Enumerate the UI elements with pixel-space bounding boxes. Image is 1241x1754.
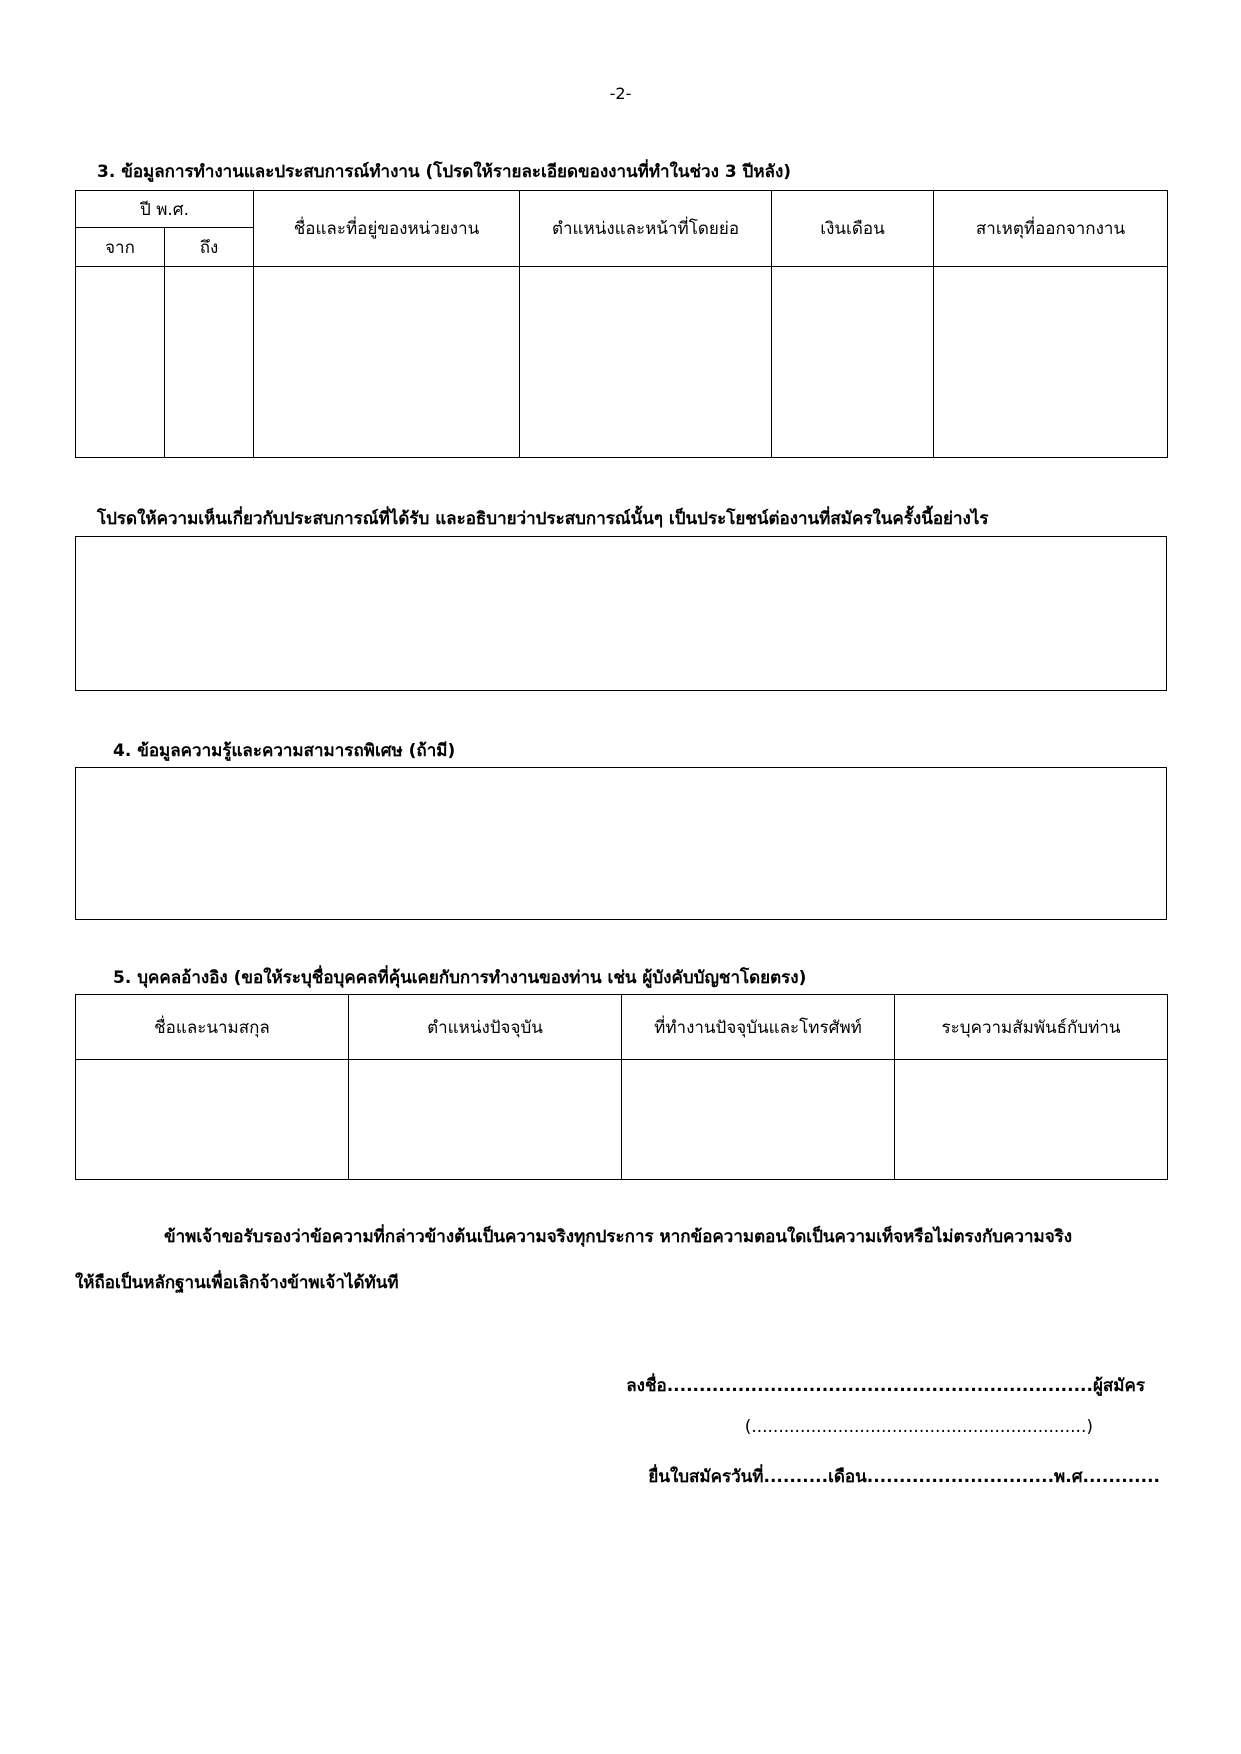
signature-line: ลงชื่อ..................................................................ผู้สมัคร xyxy=(626,1376,1145,1396)
org-header: ชื่อและที่อยู่ของหน่วยงาน xyxy=(254,191,520,267)
position-header: ตำแหน่งและหน้าที่โดยย่อ xyxy=(520,191,772,267)
ref-position-cell[interactable] xyxy=(349,1060,622,1180)
position-cell[interactable] xyxy=(520,267,772,458)
ref-position-header: ตำแหน่งปัจจุบัน xyxy=(349,995,622,1060)
section4-heading: 4. ข้อมูลความรู้และความสามารถพิเศษ (ถ้ามี) xyxy=(113,741,456,761)
certification-line-2: ให้ถือเป็นหลักฐานเพื่อเลิกจ้างข้าพเจ้าได้ทันที xyxy=(75,1273,399,1293)
certification-line-1: ข้าพเจ้าขอรับรองว่าข้อความที่กล่าวข้างต้นเป็นความจริงทุกประการ หากข้อความตอนใดเป็นความเท็จหรือไม่ตรงกับความจริง xyxy=(164,1227,1073,1247)
ref-relation-header: ระบุความสัมพันธ์กับท่าน xyxy=(895,995,1168,1060)
reason-cell[interactable] xyxy=(934,267,1168,458)
salary-header: เงินเดือน xyxy=(772,191,934,267)
ref-name-header: ชื่อและนามสกุล xyxy=(76,995,349,1060)
work-history-table xyxy=(75,190,1168,458)
from-header: จาก xyxy=(76,228,165,267)
ref-workplace-header: ที่ทำงานปัจจุบันและโทรศัพท์ xyxy=(622,995,895,1060)
section5-heading: 5. บุคคลอ้างอิง (ขอให้ระบุชื่อบุคคลที่คุ้นเคยกับการทำงานของท่าน เช่น ผู้บังคับบัญชาโดยตรง) xyxy=(113,968,807,988)
special-skills-box[interactable] xyxy=(75,767,1167,920)
printed-name-line: (..............................................................) xyxy=(744,1417,1093,1437)
to-cell[interactable] xyxy=(165,267,254,458)
references-table xyxy=(75,994,1168,1180)
section3-heading: 3. ข้อมูลการทำงานและประสบการณ์ทำงาน (โปรดให้รายละเอียดของงานที่ทำในช่วง 3 ปีหลัง) xyxy=(97,162,792,182)
application-date-line: ยื่นใบสมัครวันที่..........เดือน.............................พ.ศ............ xyxy=(648,1467,1160,1487)
reason-header: สาเหตุที่ออกจากงาน xyxy=(934,191,1168,267)
year-header: ปี พ.ศ. xyxy=(76,191,254,228)
ref-workplace-cell[interactable] xyxy=(622,1060,895,1180)
experience-comment-box[interactable] xyxy=(75,536,1167,691)
certification-statement xyxy=(75,1214,1167,1306)
salary-cell[interactable] xyxy=(772,267,934,458)
to-header: ถึง xyxy=(165,228,254,267)
ref-relation-cell[interactable] xyxy=(895,1060,1168,1180)
experience-comment-prompt: โปรดให้ความเห็นเกี่ยวกับประสบการณ์ที่ได้รับ และอธิบายว่าประสบการณ์นั้นๆ เป็นประโยชน์ต่องานที่สมัครในครั้งนี้อย่างไร xyxy=(97,509,989,529)
from-cell[interactable] xyxy=(76,267,165,458)
ref-name-cell[interactable] xyxy=(76,1060,349,1180)
org-cell[interactable] xyxy=(254,267,520,458)
page-number: -2- xyxy=(609,84,632,103)
